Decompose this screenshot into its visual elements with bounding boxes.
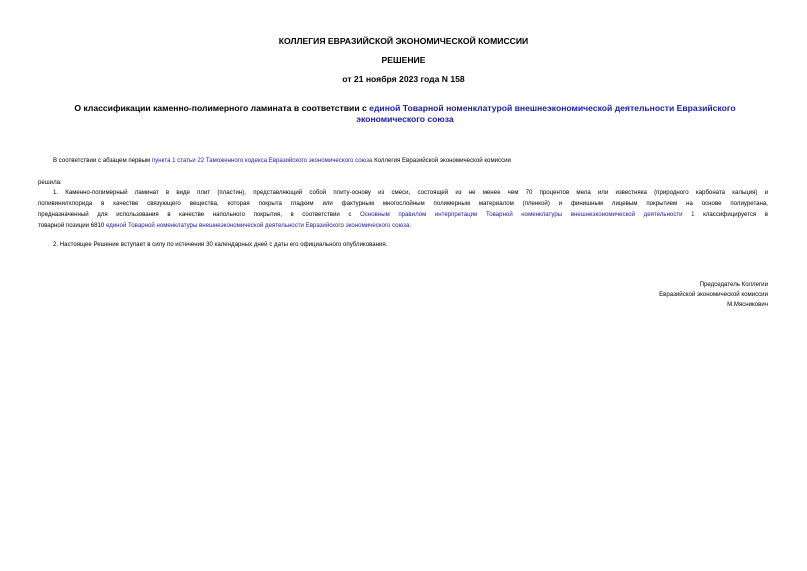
signature-title-line2: Евразийской экономической комиссии: [659, 291, 768, 298]
title-text: О классификации каменно-полимерного ламината в соответствии с: [74, 103, 370, 113]
para1-line3-after: классифицируется в: [694, 211, 768, 218]
tn-ved-link[interactable]: единой Товарной номенклатуры внешнеэкономической деятельности Евразийского экономического союза: [105, 222, 410, 229]
para1-line4-after: .: [409, 222, 412, 229]
signatory-name: М.Мясникович: [727, 301, 768, 308]
preamble-text-after: Коллегия Евразийской экономической комиссии: [372, 157, 511, 164]
preamble: [53, 155, 511, 166]
title-link-line1[interactable]: единой Товарной номенклатурой внешнеэкономической деятельности Евразийского: [369, 103, 736, 113]
para1-line1: 1. Каменно-полимерный ламинат в виде плит (пластин), представляющий собой плиту-основу из смеси, состоящей из не менее чем 70 процентов мела или известняка (природного карбоната кальция) и: [53, 189, 768, 196]
para1-line3-before: предназначенный для использования в качестве напольного покрытия, в соответствии с: [38, 211, 361, 218]
para1-line3: [38, 209, 768, 220]
para1-line4: [38, 220, 411, 231]
decided-label: решила:: [38, 179, 62, 186]
para1-line2: поливинилхлорида в качестве связующего вещества, которая покрыта гладким или фактурным многослойным полимерным материалом (пленкой) и финишным лицевым покрытием на основе полиуретана,: [38, 200, 768, 207]
title-link-line2[interactable]: экономического союза: [356, 114, 454, 124]
signature-title-line1: Председатель Коллегии: [699, 281, 768, 288]
interpretation-rule-link[interactable]: Основным правилом интерпретации Товарной номенклатуры внешнеэкономической деятельности 1: [360, 211, 695, 218]
document-date-number: от 21 ноября 2023 года N 158: [342, 74, 465, 84]
para1-line4-before: товарной позиции 6810: [38, 222, 106, 229]
issuing-body: КОЛЛЕГИЯ ЕВРАЗИЙСКОЙ ЭКОНОМИЧЕСКОЙ КОМИССИИ: [278, 36, 529, 46]
document-title: [60, 103, 750, 125]
document-type: РЕШЕНИЕ: [381, 55, 426, 65]
paragraph-2: 2. Настоящее Решение вступает в силу по истечении 30 календарных дней с даты его официального опубликования.: [53, 241, 388, 248]
customs-code-link[interactable]: пункта 1 статьи 22 Таможенного кодекса Евразийского экономического союза: [151, 157, 373, 164]
preamble-text-before: В соответствии с абзацем первым: [53, 157, 152, 164]
